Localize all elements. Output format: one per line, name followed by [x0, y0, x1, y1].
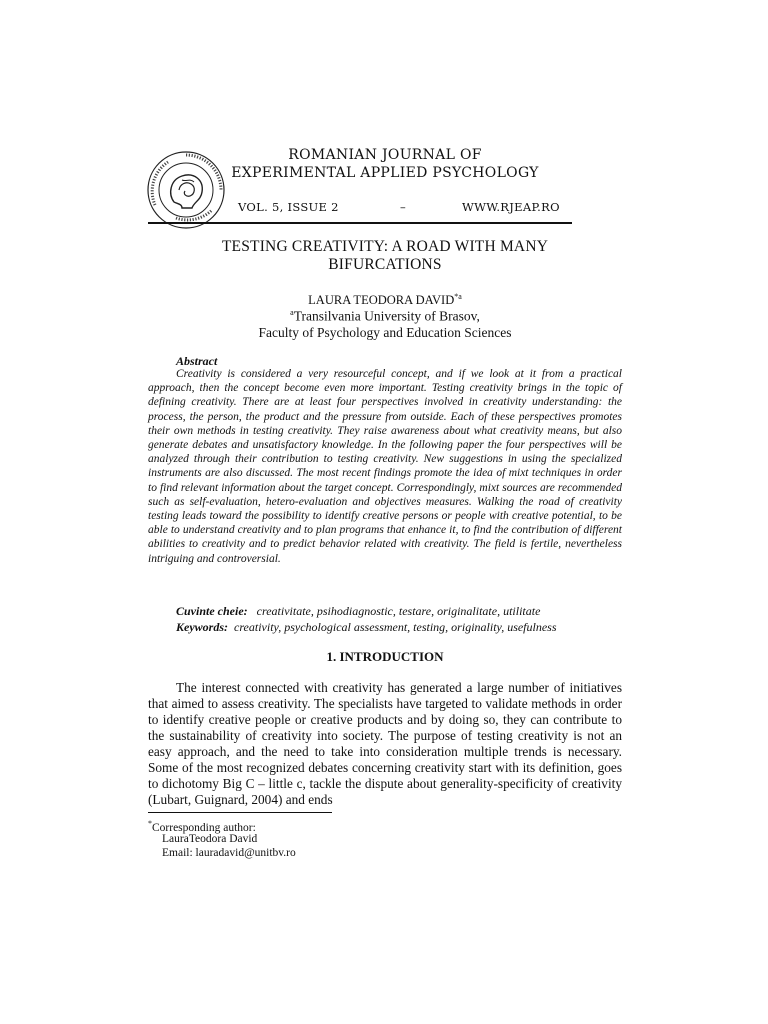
journal-website: WWW.RJEAP.RO: [462, 200, 560, 214]
author-name: LAURA TEODORA DAVID: [308, 293, 455, 308]
journal-volume: VOL. 5, ISSUE 2: [238, 200, 339, 214]
article-title-line2: BIFURCATIONS: [328, 256, 442, 273]
affiliation-line1: [150, 308, 620, 325]
introduction-paragraph: The interest connected with creativity has generated a large number of initiatives that aimed to assess creativity. The specialists have targeted to validate methods in order to identify creative people or creative products and by doing so, they can contribute to the sustainability of creativity into society. The purpose of testing creativity is not an easy approach, and the need to take into consideration multiple trends is necessary. Some of the most recognized debates concerning creativity start with its definition, goes to dichotomy Big C – little c, tackle the dispute about generality-specificity of creativity (Lubart, Guignard, 2004) and ends: [148, 680, 622, 807]
journal-name-line1: ROMANIAN JOURNAL OF: [288, 147, 482, 163]
keywords-english-values: creativity, psychological assessment, testing, originality, usefulness: [234, 620, 557, 634]
header-divider: [148, 222, 572, 224]
abstract-text: Creativity is considered a very resourceful concept, and if we look at it from a practical approach, then the concept become even more important. Testing creativity brings in the topic of defining creativity. There are at least four perspectives involved in creativity understanding: the process, the person, the product and the pressure from outside. Each of these perspectives promotes their own methods in testing creativity. They raise awareness about what creativity means, but also generate debates and unsatisfactory knowledge. In the following paper the four perspectives will be analyzed through their contribution to testing creativity. New suggestions in using the specialized instruments are also discussed. The most recent findings promote the idea of mixt techniques in order to find relevant information about the target concept. Correspondingly, mixt sources are recommended such as self-evaluation, hetero-evaluation and objectives measures. Walking the road of creativity testing leads toward the possibility to identify creative persons or people with creative potential, to be able to understand creativity and to plan programs that enhance it, to find the contribution of different abilities to creativity and to predict behavior related with creativity. The field is fertile, nevertheless intriguing and controversial.: [148, 368, 622, 565]
journal-name-line2: EXPERIMENTAL APPLIED PSYCHOLOGY: [231, 165, 539, 181]
footnote-label: [148, 819, 256, 834]
affiliation-mark: a: [290, 308, 294, 317]
keywords-romanian: [176, 604, 540, 619]
footnote-email: Email: lauradavid@unitbv.ro: [162, 847, 296, 859]
author-marks: *a: [454, 292, 462, 301]
article-title-line1: TESTING CREATIVITY: A ROAD WITH MANY: [221, 238, 549, 255]
footnote-divider: [148, 812, 332, 813]
section-heading: 1. INTRODUCTION: [326, 649, 444, 664]
abstract-heading: Abstract: [176, 354, 218, 368]
affiliation-line2: Faculty of Psychology and Education Sciences: [258, 325, 512, 340]
footnote-label-text: Corresponding author:: [152, 821, 256, 834]
keywords-english-label: Keywords:: [176, 620, 228, 634]
footnote-author-name: LauraTeodora David: [162, 833, 258, 845]
affiliation-university: Transilvania University of Brasov,: [293, 308, 480, 324]
footnote-mark: *: [148, 819, 152, 828]
article-author: [150, 292, 620, 308]
keywords-english: [176, 620, 557, 635]
keywords-romanian-values: creativitate, psihodiagnostic, testare, originalitate, utilitate: [256, 604, 541, 618]
keywords-romanian-label: Cuvinte cheie:: [176, 604, 248, 618]
society-seal-logo: [146, 150, 226, 230]
journal-dash: –: [400, 200, 407, 214]
